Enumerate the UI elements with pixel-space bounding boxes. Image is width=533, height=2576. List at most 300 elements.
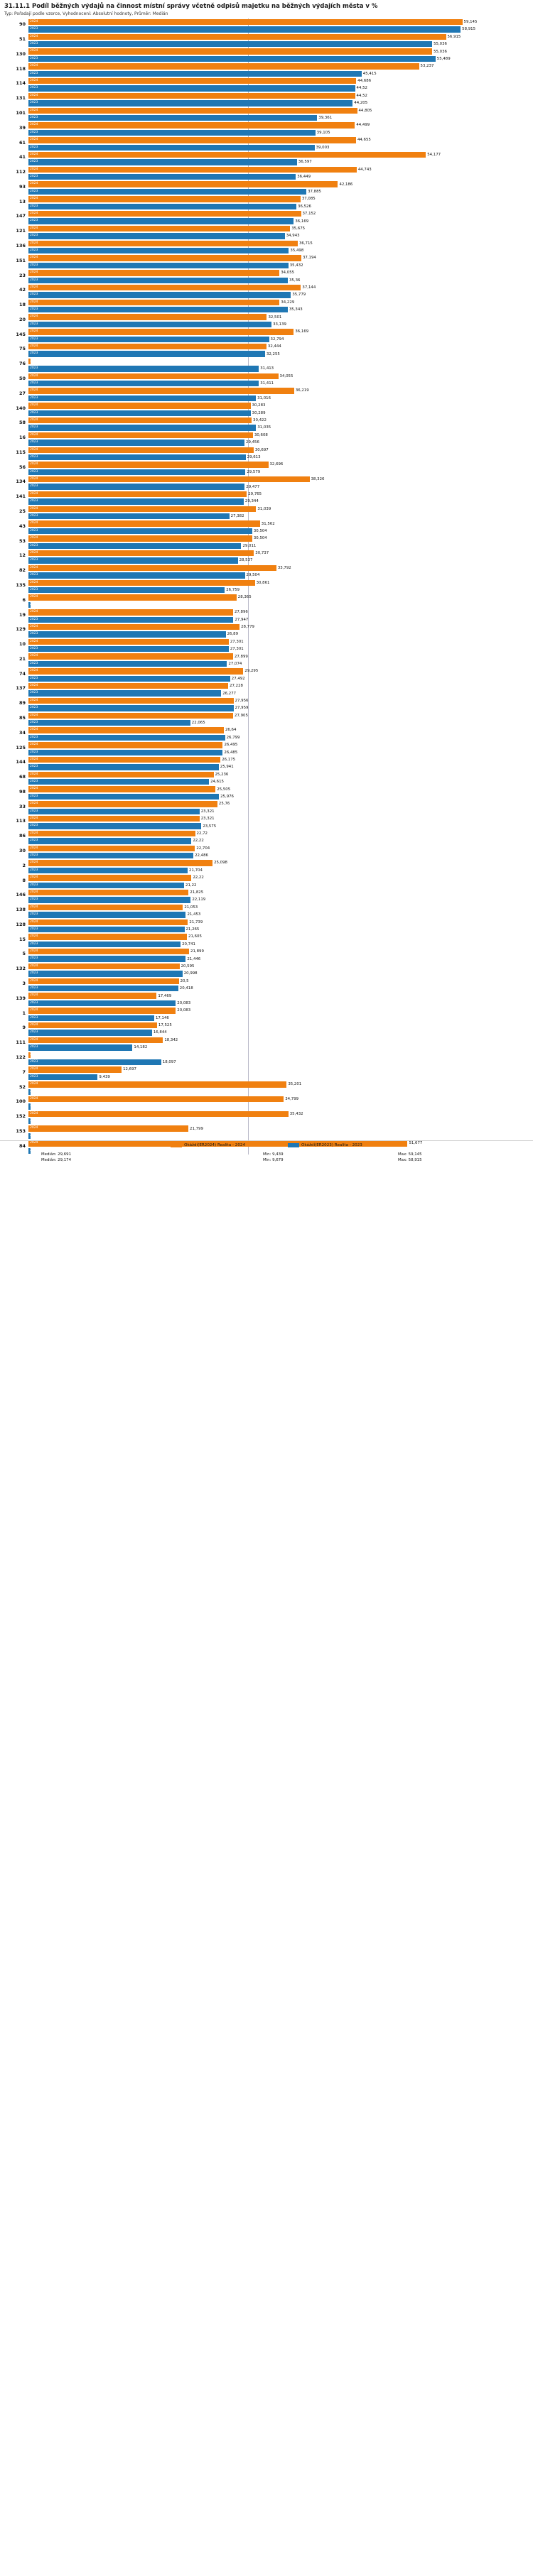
bar-series-label: 2023	[30, 293, 38, 297]
bar-group	[0, 373, 533, 388]
bar-row	[0, 764, 533, 771]
bar-value-label: 29,477	[246, 484, 260, 489]
bar-2023	[28, 307, 303, 312]
bar-row	[0, 129, 533, 136]
bar-row	[0, 92, 533, 102]
bar-group	[0, 417, 533, 432]
bar-group	[0, 33, 533, 48]
legend-label: Okáždí(ER2023) Realita - 2023	[301, 1143, 362, 1148]
bar-value-label: 29,295	[244, 669, 259, 674]
bar-2023	[28, 809, 215, 814]
bar-2024	[28, 550, 269, 556]
bar-2024	[28, 609, 248, 615]
bar-2024	[28, 653, 248, 659]
bar-series-label: 2024	[30, 344, 38, 349]
bar-value-label: 51,677	[409, 1141, 423, 1146]
bar-value-label: 35,201	[288, 1082, 302, 1087]
bar-2023	[28, 395, 271, 401]
bar-2024	[28, 1096, 299, 1102]
bar-2023	[28, 381, 274, 386]
bar-value-label: 25,76	[218, 802, 230, 807]
bar-value-label: 17,525	[158, 1023, 172, 1028]
category-label: 5	[22, 951, 26, 957]
bar-2023	[28, 100, 368, 106]
category-label: 74	[18, 670, 26, 677]
bar-row	[0, 336, 533, 343]
bar-row	[0, 845, 533, 852]
category-label: 9	[22, 1025, 26, 1031]
bar-value-label: 30,504	[253, 528, 267, 533]
bar-row	[0, 1037, 533, 1044]
bar-2023	[28, 85, 367, 91]
bar-2024	[28, 314, 282, 320]
bar-value-label: 27,896	[234, 610, 248, 615]
bar-value-label: 12,697	[123, 1067, 136, 1072]
bar-2023	[28, 145, 330, 151]
bar-group	[0, 122, 533, 137]
bar-2023	[28, 1074, 110, 1080]
bar-value-label: 32,501	[268, 315, 282, 320]
bar-series-label: 2024	[30, 64, 38, 68]
bar-2023	[28, 440, 259, 445]
bar-2024	[28, 639, 244, 645]
category-label: 134	[16, 479, 26, 485]
bar-value-label: 55,036	[434, 49, 447, 54]
bar-row	[0, 299, 533, 306]
category-label: 19	[18, 611, 26, 618]
bar-2023	[28, 646, 244, 652]
bar-value-label: 26,485	[224, 750, 238, 755]
bar-value-label: 53,237	[420, 64, 434, 69]
bar-series-label: 2023	[30, 927, 38, 931]
category-label: 21	[18, 655, 26, 662]
bar-series-label: 2023	[30, 351, 38, 356]
bar-series-label: 2023	[30, 248, 38, 252]
bar-group	[0, 653, 533, 668]
bar-value-label: 22,065	[191, 721, 205, 726]
bar-value-label: 29,579	[247, 469, 261, 474]
bar-2023	[28, 912, 201, 917]
bar-series-label: 2024	[30, 212, 38, 216]
bar-row	[0, 586, 533, 594]
bar-row	[0, 1059, 533, 1066]
bar-series-label: 2023	[30, 720, 38, 724]
category-label: 141	[16, 493, 26, 500]
category-label: 42	[18, 287, 26, 293]
bar-row	[0, 203, 533, 210]
bar-row	[0, 926, 533, 933]
bar-value-label: 21,799	[190, 1126, 203, 1131]
category-label: 15	[18, 936, 26, 942]
bar-2024	[28, 167, 372, 173]
bar-series-label: 2023	[30, 234, 38, 238]
bar-2023	[28, 823, 217, 829]
bar-row	[0, 779, 533, 786]
bar-value-label: 26,759	[226, 588, 240, 593]
stat-column	[398, 1152, 422, 1163]
category-label: 128	[16, 921, 26, 927]
bar-series-label: 2023	[30, 809, 38, 813]
bar-2023	[28, 26, 476, 32]
bar-series-label: 2023	[30, 912, 38, 917]
bar-series-label: 2024	[30, 197, 38, 201]
bar-value-label: 36,715	[298, 241, 313, 246]
bar-series-label: 2023	[30, 499, 38, 503]
category-label: 51	[18, 36, 26, 43]
bar-series-label: 2023	[30, 42, 38, 46]
bar-row	[0, 1066, 533, 1074]
bar-2024	[28, 403, 266, 408]
bar-group	[0, 462, 533, 476]
bar-series-label: 2024	[30, 1052, 38, 1057]
category-label: 27	[18, 390, 26, 396]
bar-value-label: 44,655	[357, 138, 371, 143]
bar-group	[0, 1110, 533, 1125]
category-label: 111	[16, 1039, 26, 1046]
bar-group	[0, 815, 533, 830]
bar-2023	[28, 1103, 38, 1109]
bar-row	[0, 631, 533, 638]
bar-row	[0, 144, 533, 151]
category-label: 144	[16, 759, 26, 765]
category-label: 113	[16, 818, 26, 824]
bar-series-label: 2023	[30, 71, 38, 75]
bar-2024	[28, 181, 353, 187]
bar-value-label: 35,675	[291, 226, 306, 231]
bar-2024	[28, 1022, 172, 1028]
bar-row	[0, 993, 533, 1000]
category-label: 6	[22, 596, 26, 603]
category-label: 16	[18, 435, 26, 441]
bar-series-label: 2024	[30, 329, 38, 334]
bar-series-label: 2024	[30, 654, 38, 658]
bar-2023	[28, 868, 203, 873]
bar-series-label: 2023	[30, 632, 38, 636]
bar-value-label: 22,119	[192, 897, 206, 902]
bar-group	[0, 845, 533, 860]
legend-swatch	[171, 1143, 182, 1147]
bar-group	[0, 889, 533, 904]
bar-value-label: 21,265	[185, 927, 200, 932]
bar-2024	[28, 270, 295, 275]
category-label: 30	[18, 848, 26, 854]
category-label: 137	[16, 685, 26, 692]
bar-2023	[28, 942, 195, 947]
bar-2024	[28, 801, 230, 807]
bar-2024	[28, 93, 367, 99]
bar-row	[0, 425, 533, 432]
bar-row	[0, 978, 533, 985]
bar-row	[0, 520, 533, 528]
legend-item[interactable]	[288, 1143, 362, 1147]
bar-row	[0, 255, 533, 262]
bar-row	[0, 1015, 533, 1022]
bar-series-label: 2023	[30, 1045, 38, 1049]
bar-row	[0, 432, 533, 439]
bar-row	[0, 314, 533, 321]
bar-row	[0, 697, 533, 704]
bar-value-label: 39,361	[318, 116, 333, 121]
bar-group	[0, 948, 533, 963]
stat-column	[263, 1152, 284, 1163]
bar-series-label: 2023	[30, 86, 38, 90]
bar-value-label: 34,943	[286, 234, 300, 239]
bar-value-label: 20,998	[183, 971, 198, 976]
bar-value-label: 25,505	[217, 787, 231, 792]
bar-group	[0, 1125, 533, 1140]
bar-value-label: 20,083	[177, 1008, 191, 1013]
bar-group	[0, 18, 533, 33]
category-label: 138	[16, 907, 26, 913]
bar-series-label: 2024	[30, 669, 38, 673]
bar-series-label: 2024	[30, 49, 38, 53]
bar-value-label: 30,861	[256, 580, 270, 585]
bar-value-label: 17,469	[158, 993, 172, 998]
bar-2023	[28, 690, 237, 696]
category-label: 82	[18, 567, 26, 574]
bar-value-label: 33,139	[273, 322, 286, 327]
bar-group	[0, 1081, 533, 1096]
bar-value-label: 35,36	[289, 278, 301, 283]
bar-2024	[28, 373, 294, 379]
bar-series-label: 2024	[30, 285, 38, 289]
bar-value-label: 34,799	[285, 1096, 299, 1101]
bar-2023	[28, 1118, 38, 1124]
bar-2024	[28, 1066, 136, 1072]
bar-group	[0, 1037, 533, 1052]
bar-row	[0, 904, 533, 911]
bar-value-label: 28,779	[241, 624, 254, 629]
bar-row	[0, 882, 533, 889]
bar-row	[0, 196, 533, 203]
bar-series-label: 2023	[30, 661, 38, 665]
bar-2024	[28, 48, 447, 54]
bar-series-label: 2023	[30, 602, 38, 606]
bar-2023	[28, 1000, 191, 1006]
footer-divider	[0, 1140, 533, 1141]
category-label: 101	[16, 109, 26, 116]
bar-series-label: 2023	[30, 780, 38, 784]
page-title: 31.11.1 Podíl běžných výdajů na činnost místní správy včetně odpisů majetku na běžných výdajích města v %	[4, 3, 378, 10]
bar-group	[0, 48, 533, 63]
bar-series-label: 2024	[30, 1141, 38, 1145]
bar-group	[0, 210, 533, 225]
bar-2024	[28, 520, 275, 526]
bar-group	[0, 1022, 533, 1037]
bar-series-label: 2023	[30, 189, 38, 193]
bar-row	[0, 277, 533, 284]
bar-2023	[28, 971, 198, 976]
bar-value-label: 35,498	[290, 249, 304, 253]
bar-row	[0, 823, 533, 830]
bar-row	[0, 284, 533, 291]
bar-value-label: 20,595	[181, 964, 195, 968]
bar-value-label: 20,741	[182, 942, 195, 946]
bar-series-label: 2024	[30, 93, 38, 97]
category-label: 115	[16, 449, 26, 455]
bar-value-label: 26,89	[227, 632, 238, 637]
bar-group	[0, 388, 533, 403]
bar-series-label: 2024	[30, 359, 38, 363]
bar-2023	[28, 986, 193, 991]
bar-series-label: 2024	[30, 78, 38, 82]
category-label: 85	[18, 714, 26, 721]
bar-series-label: 2024	[30, 610, 38, 614]
bar-2024	[28, 255, 316, 261]
bar-value-label: 20,083	[177, 1000, 191, 1005]
bar-value-label: 31,039	[257, 506, 271, 511]
bar-group	[0, 432, 533, 447]
bar-value-label: 33,792	[277, 565, 291, 570]
category-label: 50	[18, 376, 26, 382]
bar-row	[0, 498, 533, 506]
bar-value-label: 25,236	[215, 772, 229, 777]
chart-subtitle: Typ: Pořadají podle vzorce, Vyhodnocení: Absolutní hodnoty, Průměr: Medián	[4, 11, 168, 17]
bar-2024	[28, 108, 372, 114]
bar-row	[0, 948, 533, 955]
bar-series-label: 2023	[30, 735, 38, 739]
bar-value-label: 21,704	[189, 868, 203, 873]
bar-value-label: 30,608	[254, 432, 268, 437]
category-label: 84	[18, 1142, 26, 1149]
bar-value-label: 21,825	[190, 890, 204, 895]
bar-2024	[28, 432, 268, 438]
bar-series-label: 2023	[30, 617, 38, 621]
bar-value-label: 32,696	[269, 462, 284, 467]
bar-row	[0, 70, 533, 77]
bar-series-label: 2024	[30, 152, 38, 156]
bar-value-label: 30,697	[254, 447, 269, 452]
bar-value-label: 22,704	[196, 846, 210, 851]
bar-series-label: 2024	[30, 506, 38, 511]
bar-value-label: 16,844	[153, 1030, 167, 1035]
bar-2024	[28, 860, 227, 866]
bar-value-label: 44,743	[357, 167, 372, 172]
bar-row	[0, 638, 533, 648]
bar-2023	[28, 56, 451, 62]
bar-2023	[28, 159, 312, 165]
bar-group	[0, 623, 533, 638]
category-label: 1	[22, 1010, 26, 1016]
bar-2024	[28, 993, 172, 998]
bar-series-label: 2024	[30, 580, 38, 584]
bar-group	[0, 240, 533, 255]
bar-series-label: 2024	[30, 846, 38, 850]
bar-series-label: 2023	[30, 366, 38, 371]
bar-value-label: 21,605	[188, 934, 202, 939]
bar-row	[0, 535, 533, 542]
bar-row	[0, 403, 533, 410]
bar-row	[0, 159, 533, 166]
bar-row	[0, 867, 533, 874]
bar-series-label: 2024	[30, 138, 38, 142]
bar-series-label: 2023	[30, 115, 38, 119]
bar-2024	[28, 329, 309, 334]
bar-series-label: 2024	[30, 550, 38, 555]
bar-2023	[28, 189, 321, 195]
bar-group	[0, 934, 533, 949]
bar-value-label: 27,492	[231, 676, 245, 681]
bar-group	[0, 476, 533, 491]
bar-2023	[28, 263, 303, 268]
bar-series-label: 2023	[30, 454, 38, 459]
bar-row	[0, 395, 533, 402]
bar-value-label: 44,499	[356, 123, 370, 128]
bar-2024	[28, 919, 203, 925]
category-label: 112	[16, 169, 26, 175]
bar-row	[0, 181, 533, 188]
bar-group	[0, 978, 533, 993]
bar-value-label: 21,899	[190, 949, 204, 954]
category-label: 23	[18, 272, 26, 278]
bar-2023	[28, 278, 301, 283]
bar-2024	[28, 34, 461, 40]
bar-row	[0, 675, 533, 682]
bar-series-label: 2023	[30, 794, 38, 798]
bar-value-label: 34,229	[281, 300, 295, 305]
bar-group	[0, 225, 533, 240]
bar-row	[0, 329, 533, 336]
legend-item[interactable]	[171, 1143, 245, 1147]
category-label: 33	[18, 803, 26, 809]
bar-group	[0, 314, 533, 329]
bar-2024	[28, 19, 478, 25]
bar-value-label: 29,011	[242, 543, 257, 548]
bar-2024	[28, 285, 316, 290]
bar-2023	[28, 927, 200, 932]
category-label: 135	[16, 582, 26, 588]
bar-series-label: 2024	[30, 1067, 38, 1071]
bar-2024	[28, 565, 291, 571]
bar-group	[0, 1052, 533, 1066]
bar-row	[0, 410, 533, 417]
bar-2024	[28, 137, 371, 143]
bar-row	[0, 100, 533, 107]
bar-series-label: 2024	[30, 271, 38, 275]
bar-row	[0, 388, 533, 395]
bar-series-label: 2023	[30, 307, 38, 312]
bar-2023	[28, 617, 249, 623]
bar-value-label: 31,562	[261, 521, 275, 526]
category-label: 118	[16, 65, 26, 72]
bar-group	[0, 299, 533, 314]
bar-row	[0, 440, 533, 447]
bar-2023	[28, 1133, 38, 1139]
bar-series-label: 2023	[30, 1119, 38, 1123]
bar-row	[0, 528, 533, 535]
bar-row	[0, 956, 533, 963]
bar-value-label: 9,439	[99, 1074, 110, 1079]
bar-plot	[0, 18, 533, 1155]
bar-2023	[28, 794, 234, 799]
bar-series-label: 2024	[30, 182, 38, 186]
bar-group	[0, 506, 533, 520]
bar-series-label: 2023	[30, 942, 38, 946]
bar-value-label: 29,504	[246, 573, 260, 578]
bar-value-label: 44,52	[356, 86, 367, 91]
bar-2024	[28, 1125, 203, 1131]
bar-value-label: 37,194	[302, 256, 316, 261]
bar-group	[0, 919, 533, 934]
bar-value-label: 27,947	[235, 617, 249, 622]
bar-value-label: 30,737	[255, 551, 269, 556]
bar-value-label: 27,382	[230, 514, 244, 519]
bar-2024	[28, 476, 325, 482]
bar-series-label: 2024	[30, 1082, 38, 1086]
bar-row	[0, 40, 533, 48]
bar-2023	[28, 528, 267, 534]
category-label: 130	[16, 50, 26, 57]
